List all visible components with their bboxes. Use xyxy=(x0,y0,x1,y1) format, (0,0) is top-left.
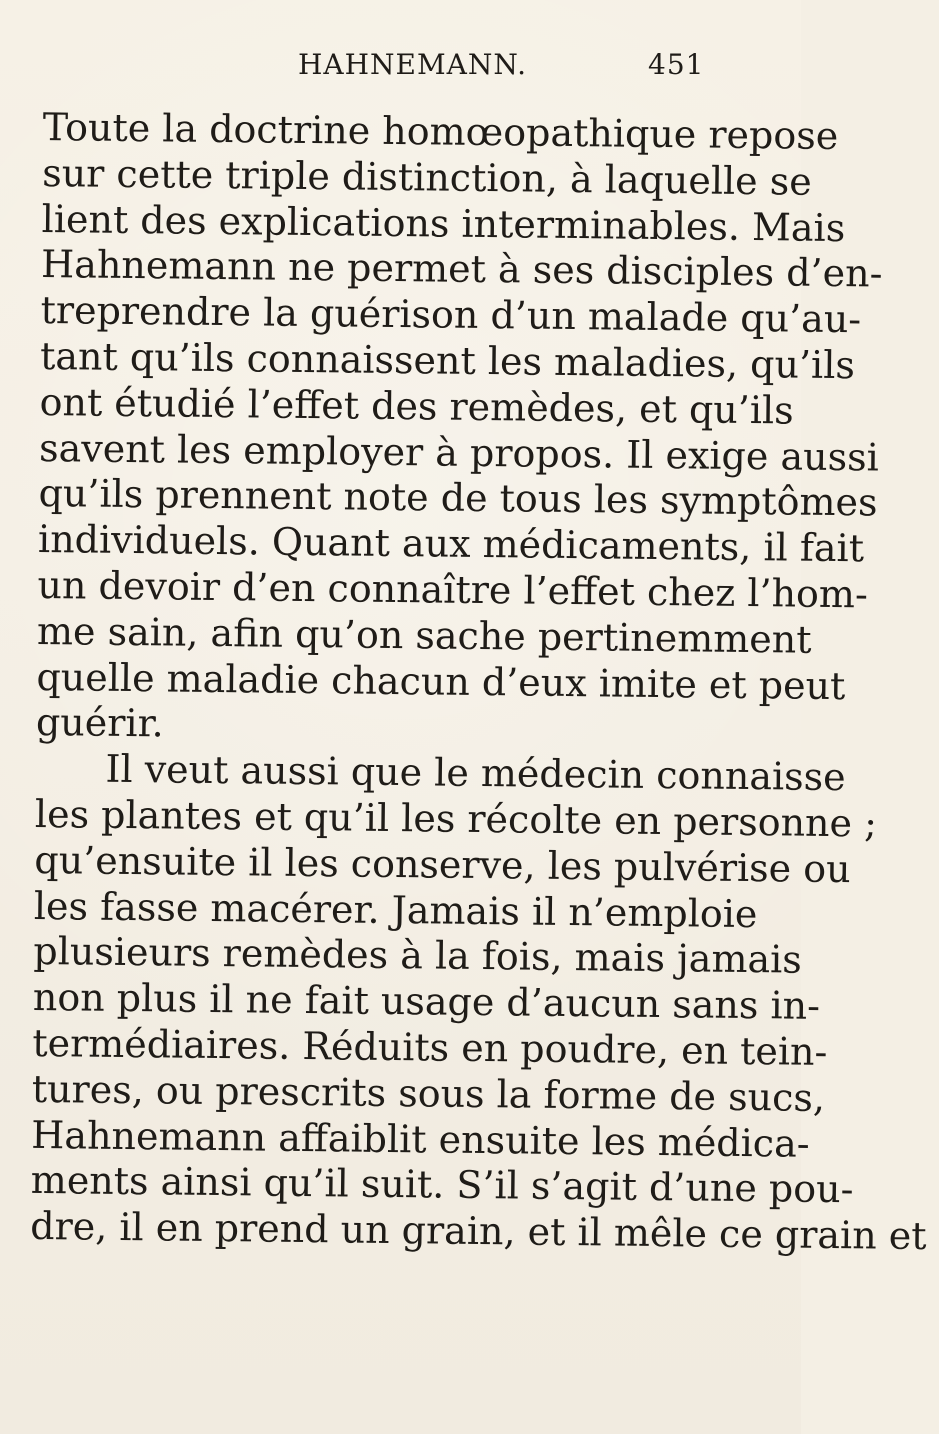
text-line: quelle maladie chacun d’eux imite et peut xyxy=(36,654,846,708)
text-line: dre, il en prend un grain, et il mêle ce grain et xyxy=(30,1204,927,1259)
text-line: savent les employer à propos. Il exige aussi xyxy=(38,425,880,480)
page-number: 451 xyxy=(648,48,705,81)
text-line: lient des explications interminables. Mais xyxy=(41,196,846,250)
text-line: ments ainsi qu’il suit. S’il s’agit d’une pou- xyxy=(30,1158,854,1212)
body-text xyxy=(30,105,927,1259)
text-line: Hahnemann ne permet à ses disciples d’en- xyxy=(40,242,883,296)
text-line: guérir. xyxy=(35,700,164,746)
text-line: qu’ils prennent note de tous les symptômes xyxy=(38,471,878,525)
text-line: sur cette triple distinction, à laquelle se xyxy=(41,150,812,204)
text-line: qu’ensuite il les conserve, les pulvérise ou xyxy=(34,837,851,891)
text-line: me sain, afin qu’on sache pertinemment xyxy=(36,608,812,662)
text-line: Hahnemann affaiblit ensuite les médica- xyxy=(31,1112,810,1166)
text-line: plusieurs remèdes à la fois, mais jamais xyxy=(33,929,803,983)
text-line: tures, ou prescrits sous la forme de sucs, xyxy=(31,1066,826,1120)
running-title: HAHNEMANN. xyxy=(298,48,527,81)
text-line: les plantes et qu’il les récolte en personne ; xyxy=(34,791,878,846)
text-line: tant qu’ils connaissent les maladies, qu’ils xyxy=(39,333,856,388)
text-line: Il veut aussi que le médecin connaisse xyxy=(105,746,846,800)
text-line: les fasse macérer. Jamais il n’emploie xyxy=(33,883,758,936)
text-line: un devoir d’en connaître l’effet chez l’hom- xyxy=(37,562,869,617)
text-line: treprendre la guérison d’un malade qu’au- xyxy=(40,288,862,342)
page-header xyxy=(0,48,801,88)
text-line: ont étudié l’effet des remèdes, et qu’ils xyxy=(39,379,794,433)
text-line: individuels. Quant aux médicaments, il fait xyxy=(37,517,865,571)
text-line: Toute la doctrine homœopathique repose xyxy=(42,105,839,159)
text-line: termédiaires. Réduits en poudre, en tein- xyxy=(32,1020,828,1074)
text-line: non plus il ne fait usage d’aucun sans in- xyxy=(32,975,821,1029)
